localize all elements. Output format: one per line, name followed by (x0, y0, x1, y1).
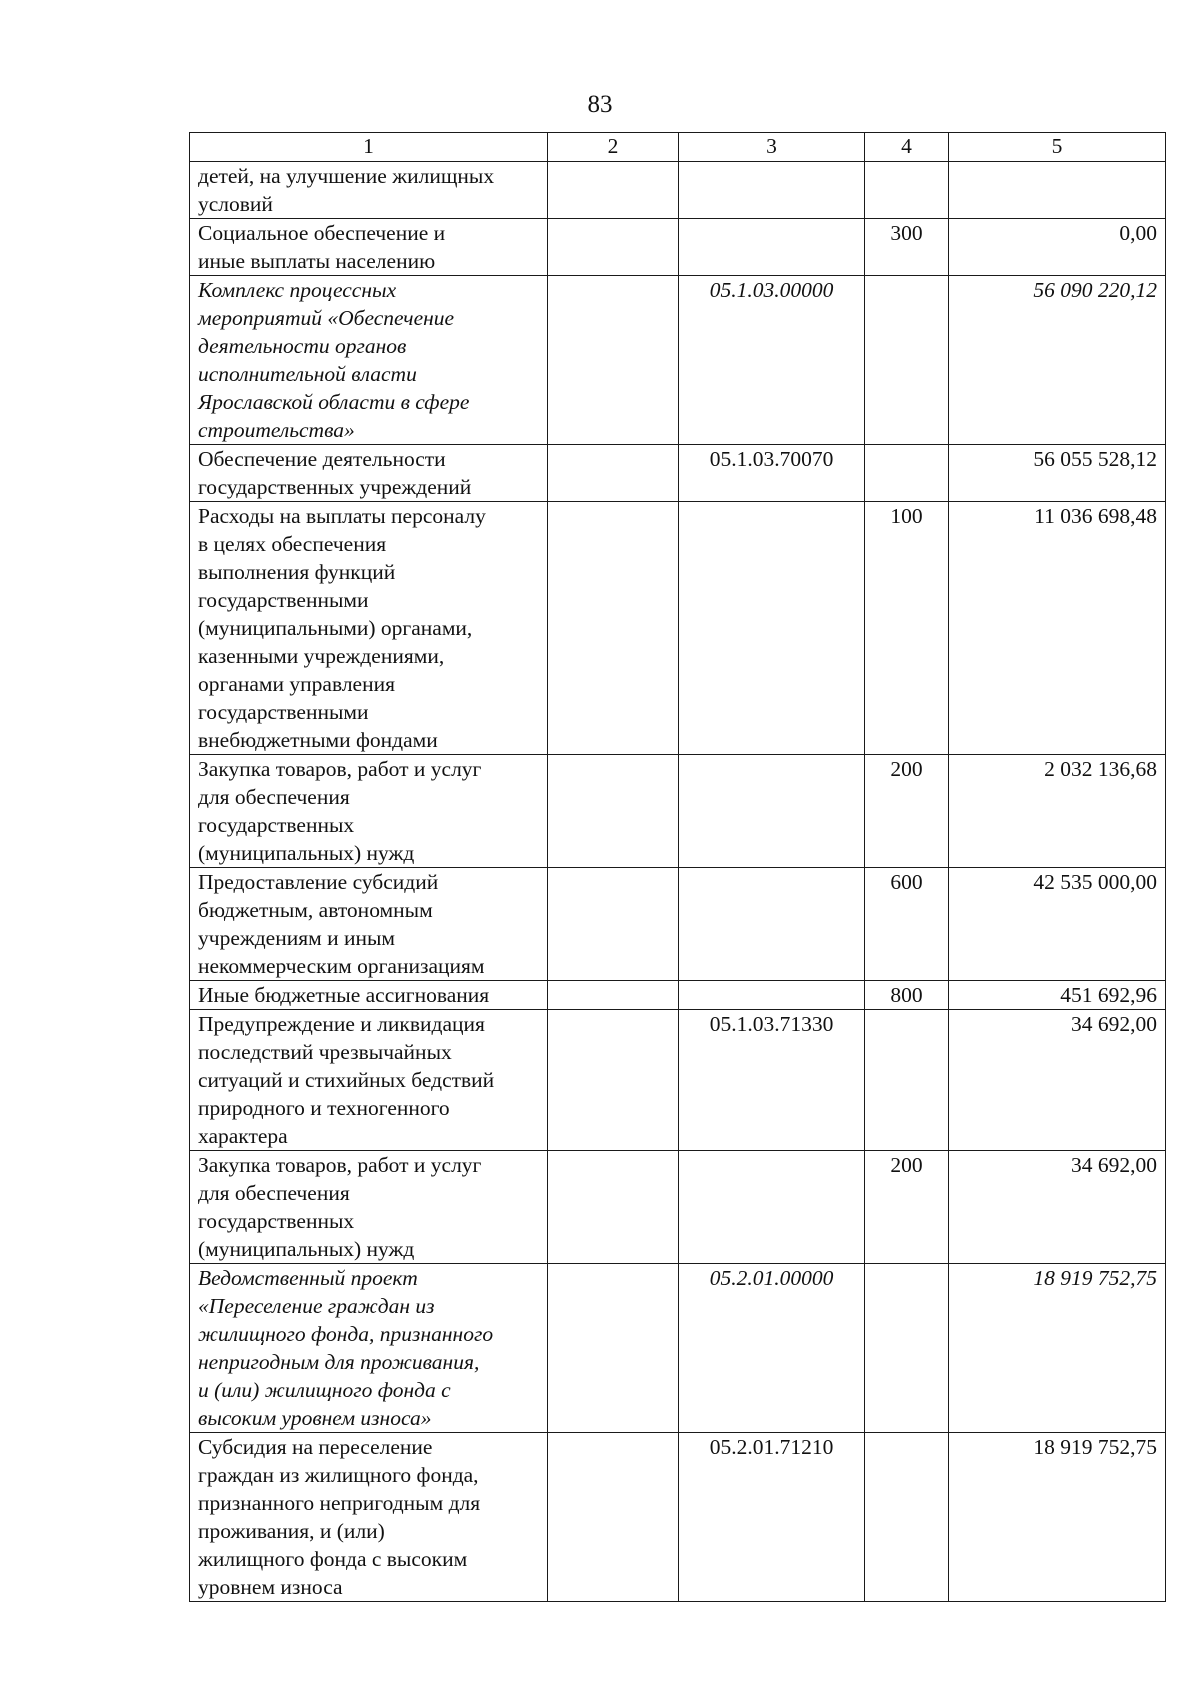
target-code-cell-text: 05.2.01.00000 (709, 1266, 834, 1290)
item-name-cell-text: Ведомственный проект «Переселение граждан из жилищного фонда, признанного непригодным для проживания, и (или) жилищного фонда с высоким уровнем износа» (198, 1266, 494, 1430)
amount-cell-text: 0,00 (1119, 221, 1157, 245)
target-code-cell (679, 755, 865, 868)
amount-cell-text: 34 692,00 (1071, 1012, 1157, 1036)
target-code-cell-text: 05.1.03.00000 (709, 278, 834, 302)
expense-type-cell (865, 445, 949, 502)
item-name-cell-text: Расходы на выплаты персоналу в целях обеспечения выполнения функций государственными (муниципальными) органами, казенными учреждениями, органами управления государственными внебюджетными фондами (198, 504, 486, 752)
amount-cell (949, 502, 1166, 755)
expense-type-cell (865, 868, 949, 981)
page-number: 83 (587, 91, 613, 118)
table-row (190, 1433, 1166, 1602)
column-2-cell (548, 981, 679, 1010)
amount-cell-text: 34 692,00 (1071, 1153, 1157, 1177)
item-name-cell-text: Комплекс процессных мероприятий «Обеспечение деятельности органов исполнительной власти Ярославской области в сфере строительства» (198, 278, 470, 442)
expense-type-cell (865, 276, 949, 445)
item-name-cell-text: Социальное обеспечение и иные выплаты населению (198, 221, 446, 273)
table-body (190, 162, 1166, 1602)
target-code-cell-text: 05.1.03.71330 (709, 1012, 834, 1036)
item-name-cell-text: Предоставление субсидий бюджетным, автономным учреждениям и иным некоммерческим организациям (198, 870, 485, 978)
item-name-cell-text: детей, на улучшение жилищных условий (198, 164, 495, 216)
column-header-2: 2 (548, 133, 679, 162)
amount-cell (949, 868, 1166, 981)
table-row (190, 445, 1166, 502)
item-name-cell-text: Закупка товаров, работ и услуг для обеспечения государственных (муниципальных) нужд (198, 757, 482, 865)
column-2-cell (548, 1010, 679, 1151)
expense-type-cell (865, 502, 949, 755)
expense-type-cell (865, 1264, 949, 1433)
target-code-cell (679, 162, 865, 219)
column-header-3: 3 (679, 133, 865, 162)
table-row (190, 219, 1166, 276)
table-row (190, 981, 1166, 1010)
column-2-cell (548, 755, 679, 868)
target-code-cell (679, 276, 865, 445)
target-code-cell-text: 05.2.01.71210 (709, 1435, 834, 1459)
table-header-row (190, 133, 1166, 162)
item-name-cell (190, 276, 548, 445)
expense-type-cell (865, 1010, 949, 1151)
item-name-cell-text: Закупка товаров, работ и услуг для обеспечения государственных (муниципальных) нужд (198, 1153, 482, 1261)
table-row (190, 1010, 1166, 1151)
expense-type-cell (865, 162, 949, 219)
expense-type-cell (865, 755, 949, 868)
item-name-cell (190, 981, 548, 1010)
target-code-cell-text: 05.1.03.70070 (709, 447, 834, 471)
target-code-cell (679, 1433, 865, 1602)
amount-cell-text: 56 055 528,12 (1033, 447, 1157, 471)
target-code-cell (679, 1010, 865, 1151)
amount-cell (949, 981, 1166, 1010)
amount-cell-text: 11 036 698,48 (1034, 504, 1157, 528)
amount-cell (949, 1151, 1166, 1264)
budget-table (189, 132, 1166, 1602)
table-row (190, 868, 1166, 981)
column-2-cell (548, 1433, 679, 1602)
item-name-cell (190, 1010, 548, 1151)
expense-type-cell-text: 200 (890, 1153, 923, 1177)
column-2-cell (548, 868, 679, 981)
item-name-cell (190, 445, 548, 502)
item-name-cell-text: Иные бюджетные ассигнования (198, 983, 490, 1007)
item-name-cell (190, 219, 548, 276)
column-2-cell (548, 162, 679, 219)
item-name-cell (190, 502, 548, 755)
expense-type-cell (865, 1151, 949, 1264)
item-name-cell (190, 1433, 548, 1602)
expense-type-cell (865, 981, 949, 1010)
column-2-cell (548, 445, 679, 502)
column-2-cell (548, 502, 679, 755)
expense-type-cell-text: 600 (890, 870, 923, 894)
amount-cell (949, 162, 1166, 219)
target-code-cell (679, 1264, 865, 1433)
table-row (190, 755, 1166, 868)
amount-cell (949, 445, 1166, 502)
amount-cell-text: 56 090 220,12 (1033, 278, 1157, 302)
target-code-cell (679, 219, 865, 276)
amount-cell (949, 276, 1166, 445)
expense-type-cell-text: 300 (890, 221, 923, 245)
table-row (190, 1151, 1166, 1264)
expense-type-cell-text: 100 (890, 504, 923, 528)
expense-type-cell-text: 200 (890, 757, 923, 781)
amount-cell-text: 451 692,96 (1060, 983, 1157, 1007)
amount-cell-text: 42 535 000,00 (1033, 870, 1157, 894)
item-name-cell (190, 755, 548, 868)
item-name-cell (190, 1151, 548, 1264)
expense-type-cell (865, 1433, 949, 1602)
target-code-cell (679, 502, 865, 755)
amount-cell (949, 1010, 1166, 1151)
item-name-cell (190, 162, 548, 219)
target-code-cell (679, 981, 865, 1010)
amount-cell-text: 2 032 136,68 (1044, 757, 1157, 781)
table-row (190, 1264, 1166, 1433)
table-row (190, 276, 1166, 445)
table-row (190, 162, 1166, 219)
item-name-cell (190, 1264, 548, 1433)
amount-cell-text: 18 919 752,75 (1033, 1266, 1157, 1290)
amount-cell (949, 1433, 1166, 1602)
column-header-5: 5 (949, 133, 1166, 162)
expense-type-cell-text: 800 (890, 983, 923, 1007)
expense-type-cell (865, 219, 949, 276)
target-code-cell (679, 445, 865, 502)
table-row (190, 502, 1166, 755)
column-2-cell (548, 219, 679, 276)
amount-cell (949, 1264, 1166, 1433)
column-header-4: 4 (865, 133, 949, 162)
item-name-cell-text: Предупреждение и ликвидация последствий чрезвычайных ситуаций и стихийных бедствий природного и техногенного характера (198, 1012, 495, 1148)
amount-cell (949, 219, 1166, 276)
column-2-cell (548, 1264, 679, 1433)
item-name-cell (190, 868, 548, 981)
amount-cell-text: 18 919 752,75 (1033, 1435, 1157, 1459)
target-code-cell (679, 868, 865, 981)
column-header-1: 1 (190, 133, 548, 162)
amount-cell (949, 755, 1166, 868)
column-2-cell (548, 276, 679, 445)
item-name-cell-text: Обеспечение деятельности государственных учреждений (198, 447, 472, 499)
target-code-cell (679, 1151, 865, 1264)
item-name-cell-text: Субсидия на переселение граждан из жилищного фонда, признанного непригодным для проживания, и (или) жилищного фонда с высоким уровнем износа (198, 1435, 481, 1599)
column-2-cell (548, 1151, 679, 1264)
